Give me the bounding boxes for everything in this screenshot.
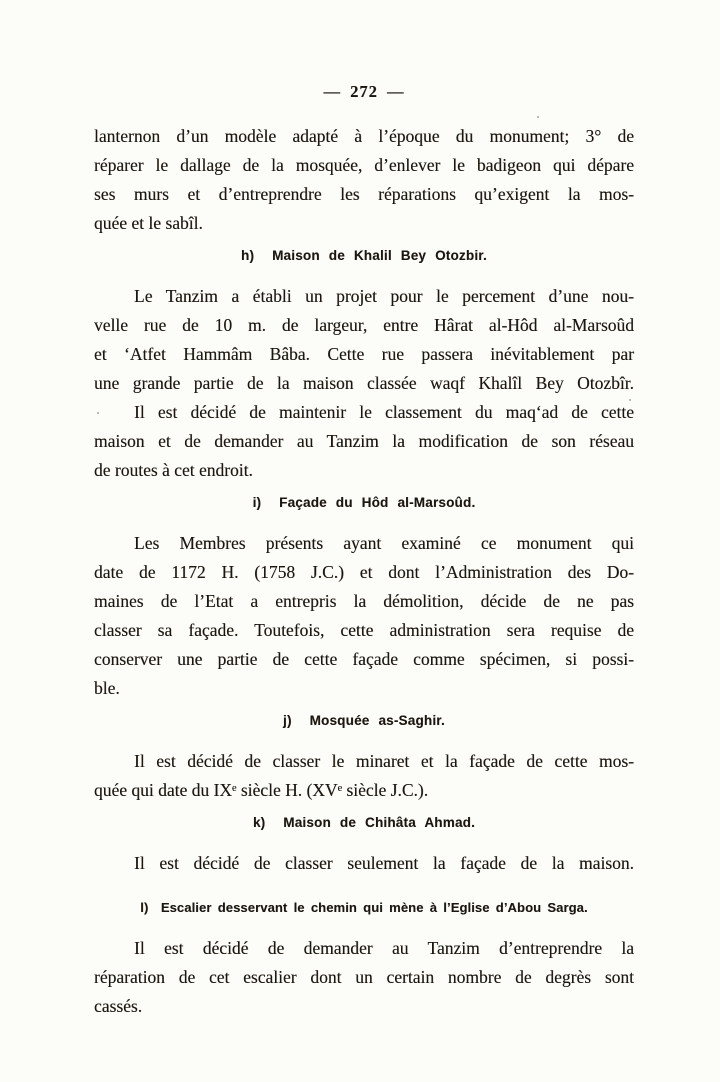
text-line: ses murs et d’entreprendre les réparations qu’exigent la mos- [94,184,634,204]
paragraph [94,122,634,238]
page-number: — 272 — [323,82,405,101]
text-line: Il est décidé de demander au Tanzim d’entreprendre la [134,938,634,958]
paragraph [94,529,634,703]
text-line: velle rue de 10 m. de largeur, entre Hârat al-Hôd al-Marsoûd [94,315,634,335]
text-line: réparation de cet escalier dont un certain nombre de degrès sont [94,967,634,987]
text-line: Il est décidé de maintenir le classement du maq‘ad de cette [134,402,634,422]
text-line: classer sa façade. Toutefois, cette administration sera requise de [94,620,634,640]
text-line: Le Tanzim a établi un projet pour le percement d’une nou- [134,286,634,306]
scan-speckle [629,399,631,401]
text-line: conserver une partie de cette façade comme spécimen, si possi- [94,649,634,669]
paragraph [94,849,634,878]
text-line: quée qui date du IXᵉ siècle H. (XVᵉ siècle J.C.). [94,780,429,800]
scan-speckle [97,412,99,414]
section-heading: j) Mosquée as-Saghir. [283,713,445,728]
paragraph [94,747,634,805]
text-line: de routes à cet endroit. [94,460,253,480]
scan-speckle [537,116,539,118]
text-line: maison et de demander au Tanzim la modification de son réseau [94,431,634,451]
text-line: maines de l’Etat a entrepris la démolition, décide de ne pas [94,591,634,611]
text-line: date de 1172 H. (1758 J.C.) et dont l’Administration des Do- [94,562,634,582]
document-body [94,122,634,1021]
text-line: lanternon d’un modèle adapté à l’époque du monument; 3° de [94,126,634,146]
text-line: une grande partie de la maison classée waqf Khalîl Bey Otozbîr. [94,373,634,393]
paragraph [94,282,634,398]
section-heading: l) Escalier desservant le chemin qui mène à l’Eglise d’Abou Sarga. [140,900,588,915]
paragraph [94,934,634,1021]
text-line: quée et le sabîl. [94,213,203,233]
text-line: ble. [94,678,120,698]
text-line: Il est décidé de classer le minaret et la façade de cette mos- [134,751,634,771]
text-line: et ‘Atfet Hammâm Bâba. Cette rue passera inévitablement par [94,344,634,364]
text-line: réparer le dallage de la mosquée, d’enlever le badigeon qui dépare [94,155,634,175]
section-heading: i) Façade du Hôd al-Marsoûd. [252,495,476,510]
section-heading: h) Maison de Khalil Bey Otozbir. [241,248,487,263]
text-line: cassés. [94,996,143,1016]
text-line: Il est décidé de classer seulement la façade de la maison. [134,853,634,873]
text-line: Les Membres présents ayant examiné ce monument qui [134,533,634,553]
section-heading: k) Maison de Chihâta Ahmad. [252,815,476,830]
paragraph [94,398,634,485]
